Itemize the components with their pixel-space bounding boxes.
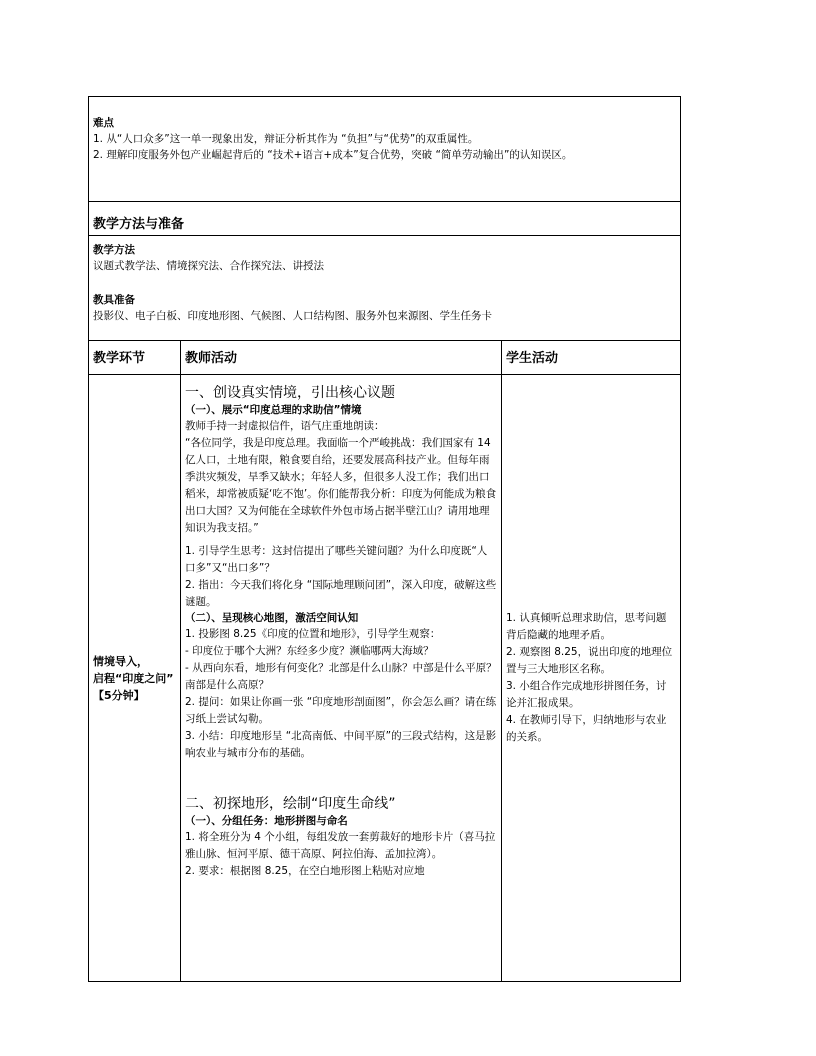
teacher-activity-cell (181, 375, 502, 982)
methods-content-row (89, 236, 681, 341)
difficulty-row (89, 97, 681, 202)
lesson-plan-table (88, 96, 681, 982)
tools-text: 投影仪、电子白板、印度地形图、气候图、人口结构图、服务外包来源图、学生任务卡 (93, 310, 492, 322)
part1-subtitle-1: （一）、展示“印度总理的求助信”情境 (185, 404, 362, 416)
task-2: 2. 要求：根据图 8.25，在空白地形图上粘贴对应地 (185, 865, 425, 877)
part2-title: 二、初探地形，绘制“印度生命线” (185, 796, 396, 812)
header-teacher: 教师活动 (185, 351, 238, 366)
methods-title: 教学方法与准备 (93, 217, 185, 232)
part1-title: 一、创设真实情境，引出核心议题 (185, 385, 395, 401)
stage-line-1: 情境导入， (93, 654, 148, 668)
guide-2: 2. 指出：今天我们将化身 “国际地理顾问团”，深入印度，破解这些谜题。 (185, 579, 497, 608)
map-step-1: 1. 投影图 8.25《印度的位置和地形》，引导学生观察： (185, 628, 441, 640)
method-text: 议题式教学法、情境探究法、合作探究法、讲授法 (93, 260, 324, 272)
stage-line-3: 【5分钟】 (93, 688, 145, 702)
map-question-2: - 从西向东看，地形有何变化？北部是什么山脉？中部是什么平原？南部是什么高原？ (185, 662, 497, 691)
student-item-3: 3. 小组合作完成地形拼图任务，讨论并汇报成果。 (506, 680, 667, 709)
student-activity-cell (502, 375, 681, 982)
part1-subtitle-2: （二）、呈现核心地图，激活空间认知 (185, 612, 359, 624)
difficulty-item-1: 1. 从“人口众多”这一单一现象出发，辩证分析其作为 “负担”与“优势”的双重属性。 (93, 133, 479, 145)
map-step-2: 2. 提问：如果让你画一张 “印度地形剖面图”，你会怎么画？请在练习纸上尝试勾勒。 (185, 696, 497, 725)
header-student: 学生活动 (506, 351, 559, 366)
guide-1: 1. 引导学生思考：这封信提出了哪些关键问题？为什么印度既“人口多”又“出口多”？ (185, 545, 488, 574)
methods-title-row (89, 202, 681, 236)
activity-row (89, 375, 681, 982)
map-step-3: 3. 小结：印度地形呈 “北高南低、中间平原”的三段式结构，这是影响农业与城市分布的基础。 (185, 730, 497, 759)
difficulty-heading: 难点 (93, 117, 114, 129)
part2-subtitle-1: （一）、分组任务：地形拼图与命名 (185, 815, 348, 827)
activity-header-row (89, 341, 681, 375)
student-item-2: 2. 观察图 8.25，说出印度的地理位置与三大地形区名称。 (506, 646, 673, 675)
map-question-1: - 印度位于哪个大洲？东经多少度？濒临哪两大海域？ (185, 645, 434, 657)
part1-intro: 教师手持一封虚拟信件，语气庄重地朗读： (185, 420, 385, 432)
student-item-1: 1. 认真倾听总理求助信，思考问题背后隐藏的地理矛盾。 (506, 612, 667, 641)
letter-text: “各位同学，我是印度总理。我面临一个严峻挑战：我们国家有 14 亿人口，土地有限，粮食要自给，还要发展高科技产业。但每年雨季洪灾频发，旱季又缺水；年轻人多，但很多人没工作；我们出口稻米，却常被质疑‘吃不饱’。你们能帮我分析：印度为何能成为粮食出口大国？又为何能在全球软件外包市场占据半壁江山？请用地理知识为我支招。” (185, 437, 497, 534)
task-1: 1. 将全班分为 4 个小组，每组发放一套剪裁好的地形卡片（喜马拉雅山脉、恒河平原、德干高原、阿拉伯海、孟加拉湾）。 (185, 831, 496, 860)
student-item-4: 4. 在教师引导下，归纳地形与农业的关系。 (506, 714, 667, 743)
difficulty-item-2: 2. 理解印度服务外包产业崛起背后的 “技术+语言+成本”复合优势，突破 “简单劳动输出”的认知误区。 (93, 149, 573, 161)
tools-heading: 教具准备 (93, 294, 135, 306)
method-heading: 教学方法 (93, 244, 135, 256)
header-stage: 教学环节 (93, 351, 146, 366)
stage-line-2: 启程“印度之问” (93, 671, 174, 685)
